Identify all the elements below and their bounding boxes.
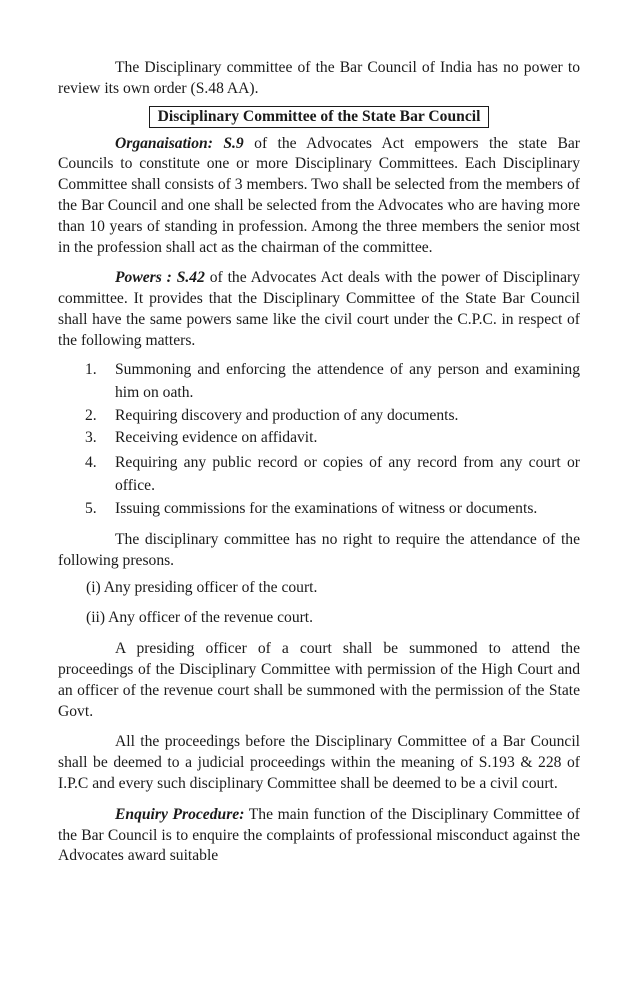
person-item-text: Any presiding officer of the court. (100, 578, 318, 596)
matters-list (58, 358, 580, 520)
list-item-number: 5. (85, 500, 97, 518)
document-page (58, 58, 580, 867)
powers-text: of the Advocates Act deals with the power of Disciplinary committee. It provides that the Disciplinary Committee of the State Bar Council shall have the same powers same like the civil court under the C.P.C. in respect of the following matters. (58, 269, 581, 349)
powers-label: Powers : S.42 (115, 269, 205, 287)
list-item (58, 358, 580, 404)
list-item-number: 2. (85, 406, 97, 424)
organisation-label: Organaisation: S.9 (115, 134, 244, 152)
organisation-text: of the Advocates Act empowers the state Bar Councils to constitute one or more Disciplinary Committees. Each Disciplinary Committee shall consists of 3 members. Two shall be selected from the members of the Bar Council and one shall be selected from the Advocates who are having more than 10 years of standing in profession. Among the three members the senior most in the profession shall act as the chairman of the committee. (58, 134, 580, 256)
person-item-number: (i) (86, 578, 101, 596)
list-item-text: Summoning and enforcing the attendence of any person and examining him on oath. (115, 360, 580, 401)
powers-paragraph (58, 268, 580, 351)
list-item-text: Requiring discovery and production of any documents. (115, 406, 459, 424)
section-heading-wrap (58, 106, 580, 128)
enquiry-label: Enquiry Procedure: (115, 805, 245, 823)
presiding-paragraph: A presiding officer of a court shall be summoned to attend the proceedings of the Disciplinary Committee with permission of the High Court and an officer of the revenue court shall be summoned with the permission of the State Govt. (58, 640, 580, 720)
enquiry-paragraph (58, 805, 580, 867)
person-item-number: (ii) (86, 609, 106, 627)
list-item-text: Receiving evidence on affidavit. (115, 429, 318, 447)
list-item-number: 4. (85, 454, 97, 472)
list-item-number: 1. (85, 360, 97, 378)
section-heading: Disciplinary Committee of the State Bar Council (149, 106, 490, 128)
list-item (58, 451, 580, 497)
intro-paragraph: The Disciplinary committee of the Bar Council of India has no power to review its own order (S.48 AA). (58, 59, 580, 97)
list-item-number: 3. (85, 429, 97, 447)
person-item (58, 578, 580, 599)
list-item-text: Requiring any public record or copies of any record from any court or office. (115, 454, 580, 495)
person-item (58, 608, 580, 629)
proceedings-paragraph: All the proceedings before the Disciplinary Committee of a Bar Council shall be deemed to a judicial proceedings within the meaning of S.193 & 228 of I.P.C and every such disciplinary Committee shall be deemed to be a civil court. (58, 733, 580, 792)
person-item-text: Any officer of the revenue court. (105, 609, 314, 627)
list-item (58, 428, 580, 449)
list-item (58, 499, 580, 520)
organisation-paragraph (58, 134, 580, 259)
list-item-text: Issuing commissions for the examinations of witness or documents. (115, 500, 538, 518)
enquiry-text: The main function of the Disciplinary Committee of the Bar Council is to enquire the complaints of professional misconduct against the Advocates award suitable (58, 805, 580, 865)
list-item (58, 406, 580, 427)
no-right-paragraph: The disciplinary committee has no right to require the attendance of the following presons. (58, 530, 580, 569)
